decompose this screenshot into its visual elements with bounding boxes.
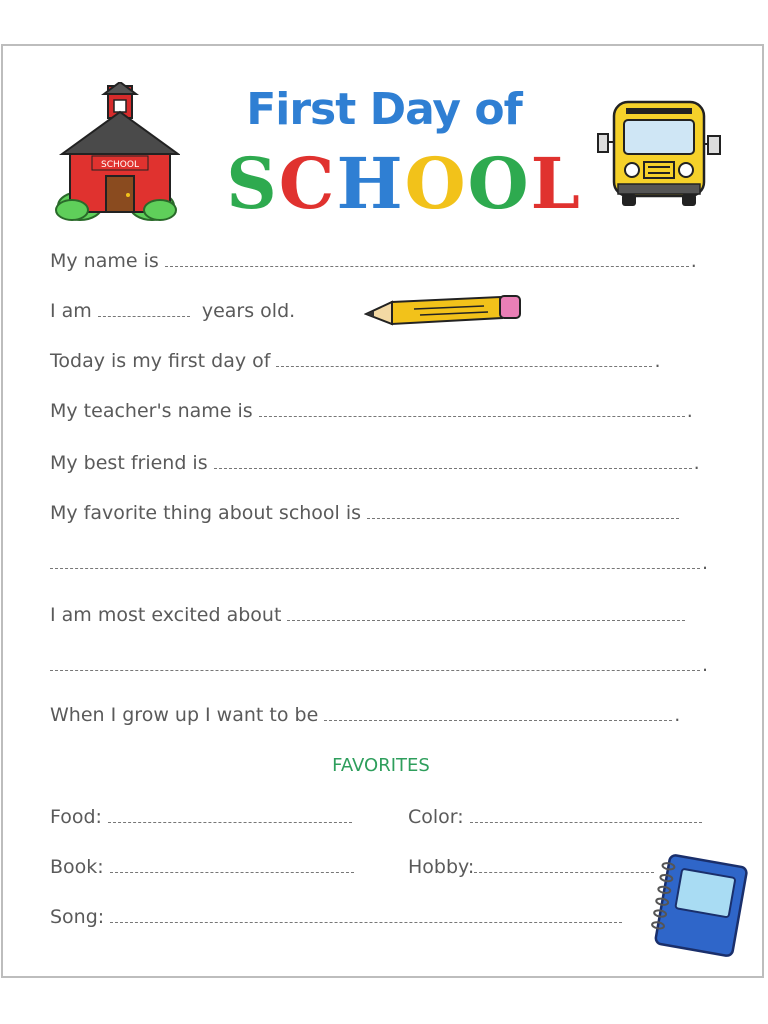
prompt-friend <box>50 452 700 474</box>
favorite-food <box>50 806 352 828</box>
prompt-favorite-thing-cont <box>50 552 708 574</box>
favorite-color <box>408 806 702 828</box>
period: . <box>690 250 697 272</box>
title-letter: S <box>226 142 279 225</box>
prompt-label: My name is <box>50 250 159 272</box>
blank-book[interactable] <box>110 858 354 873</box>
blank-color[interactable] <box>470 808 702 823</box>
prompt-label: I am <box>50 300 92 322</box>
blank-food[interactable] <box>108 808 352 823</box>
blank-favorite-thing[interactable] <box>367 504 679 519</box>
favorite-label: Food: <box>50 806 102 828</box>
prompt-excited-cont <box>50 654 708 676</box>
prompt-label: My favorite thing about school is <box>50 502 362 524</box>
favorite-label: Book: <box>50 856 104 878</box>
blank-teacher[interactable] <box>259 402 685 417</box>
favorite-label: Color: <box>408 806 464 828</box>
prompt-today <box>50 350 661 372</box>
blank-hobby[interactable] <box>474 858 654 873</box>
prompt-label: My best friend is <box>50 452 208 474</box>
prompt-label: When I grow up I want to be <box>50 704 319 726</box>
favorite-label: Song: <box>50 906 105 928</box>
period: . <box>654 350 661 372</box>
prompt-favorite-thing <box>50 502 679 524</box>
period: . <box>693 452 700 474</box>
blank-name[interactable] <box>165 252 689 267</box>
period: . <box>674 704 681 726</box>
favorite-song <box>50 906 622 928</box>
prompt-name <box>50 250 697 272</box>
period: . <box>702 654 709 676</box>
blank-age[interactable] <box>98 302 190 317</box>
prompt-label: Today is my first day of <box>50 350 271 372</box>
blank-excited[interactable] <box>287 606 685 621</box>
title-school <box>0 142 768 225</box>
prompt-label: My teacher's name is <box>50 400 253 422</box>
title-first-day-of: First Day of <box>246 84 522 135</box>
favorite-label: Hobby: <box>408 856 475 878</box>
prompt-label: I am most excited about <box>50 604 282 626</box>
favorite-hobby <box>408 856 654 878</box>
period: . <box>702 552 709 574</box>
pencil-icon <box>364 294 524 328</box>
blank-friend[interactable] <box>214 454 692 469</box>
favorite-book <box>50 856 354 878</box>
period: . <box>686 400 693 422</box>
title-letter: L <box>530 142 582 225</box>
notebook-icon <box>648 852 748 960</box>
prompt-grow-up <box>50 704 680 726</box>
blank-today[interactable] <box>276 352 652 367</box>
title-letter: C <box>278 142 337 225</box>
blank-grow-up[interactable] <box>324 706 672 721</box>
blank-song[interactable] <box>110 908 622 923</box>
blank-favorite-thing-2[interactable] <box>50 554 700 569</box>
prompt-age <box>50 300 295 322</box>
prompt-excited <box>50 604 685 626</box>
school-sign-text: SCHOOL <box>101 160 139 170</box>
title-letter: H <box>336 142 405 225</box>
favorites-heading: FAVORITES <box>332 755 430 776</box>
blank-excited-2[interactable] <box>50 656 700 671</box>
prompt-teacher <box>50 400 693 422</box>
title-letter: O <box>404 142 468 225</box>
prompt-label: years old. <box>201 300 296 322</box>
title-letter: O <box>467 142 531 225</box>
